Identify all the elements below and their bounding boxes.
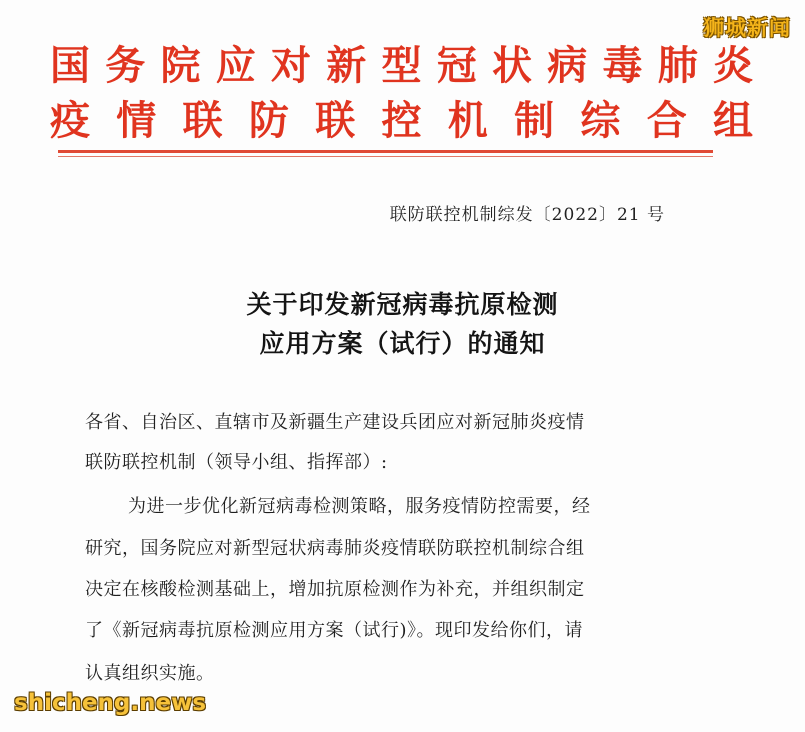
recipients-line-2: 联防联控机制（领导小组、指挥部）: [85, 452, 388, 473]
issuer-header-line-2: 疫情联防联控机制综合组 [50, 97, 755, 144]
body-paragraph-line-3: 决定在核酸检测基础上，增加抗原检测作为补充，并组织制定 [85, 579, 585, 600]
red-separator-thick [58, 150, 713, 153]
red-separator-thin [58, 156, 713, 157]
body-paragraph-line-1: 为进一步优化新冠病毒检测策略，服务疫情防控需要，经 [128, 496, 591, 517]
watermark-bottom-left: shicheng.news [14, 690, 207, 716]
issuer-header-line-1: 国务院应对新型冠状病毒肺炎 [50, 42, 755, 89]
recipients-line-1: 各省、自治区、直辖市及新疆生产建设兵团应对新冠肺炎疫情 [85, 412, 585, 433]
document-title-line-2: 应用方案（试行）的通知 [259, 329, 546, 358]
body-paragraph-line-4: 了《新冠病毒抗原检测应用方案（试行)》。现印发给你们，请 [85, 620, 584, 641]
document-number: 联防联控机制综发〔2022〕21 号 [389, 205, 665, 225]
watermark-top-right: 狮城新闻 [703, 16, 791, 40]
body-paragraph-line-2: 研究，国务院应对新型冠状病毒肺炎疫情联防联控机制综合组 [85, 538, 585, 559]
body-paragraph-line-5: 认真组织实施。 [85, 663, 215, 684]
document-title-line-1: 关于印发新冠病毒抗原检测 [246, 290, 559, 319]
